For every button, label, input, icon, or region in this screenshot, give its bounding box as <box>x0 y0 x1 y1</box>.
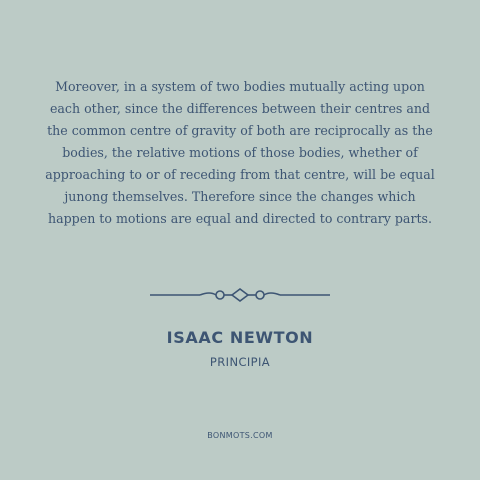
ornamental-divider-icon <box>150 285 330 305</box>
site-footer: BONMOTS.COM <box>207 431 273 440</box>
author-name: ISAAC NEWTON <box>166 328 314 347</box>
source-title: PRINCIPIA <box>209 355 271 369</box>
quote-text: Moreover, in a system of two bodies mutually acting upon each other, since the differences between their centres and the common centre of gravity of both are reciprocally as the bodies, the relative motions of those bodies, whether of approaching to or of receding from that centre, will be equal junong themselves. Therefore since the changes which happen to motions are equal and directed to contrary parts. <box>45 79 435 226</box>
